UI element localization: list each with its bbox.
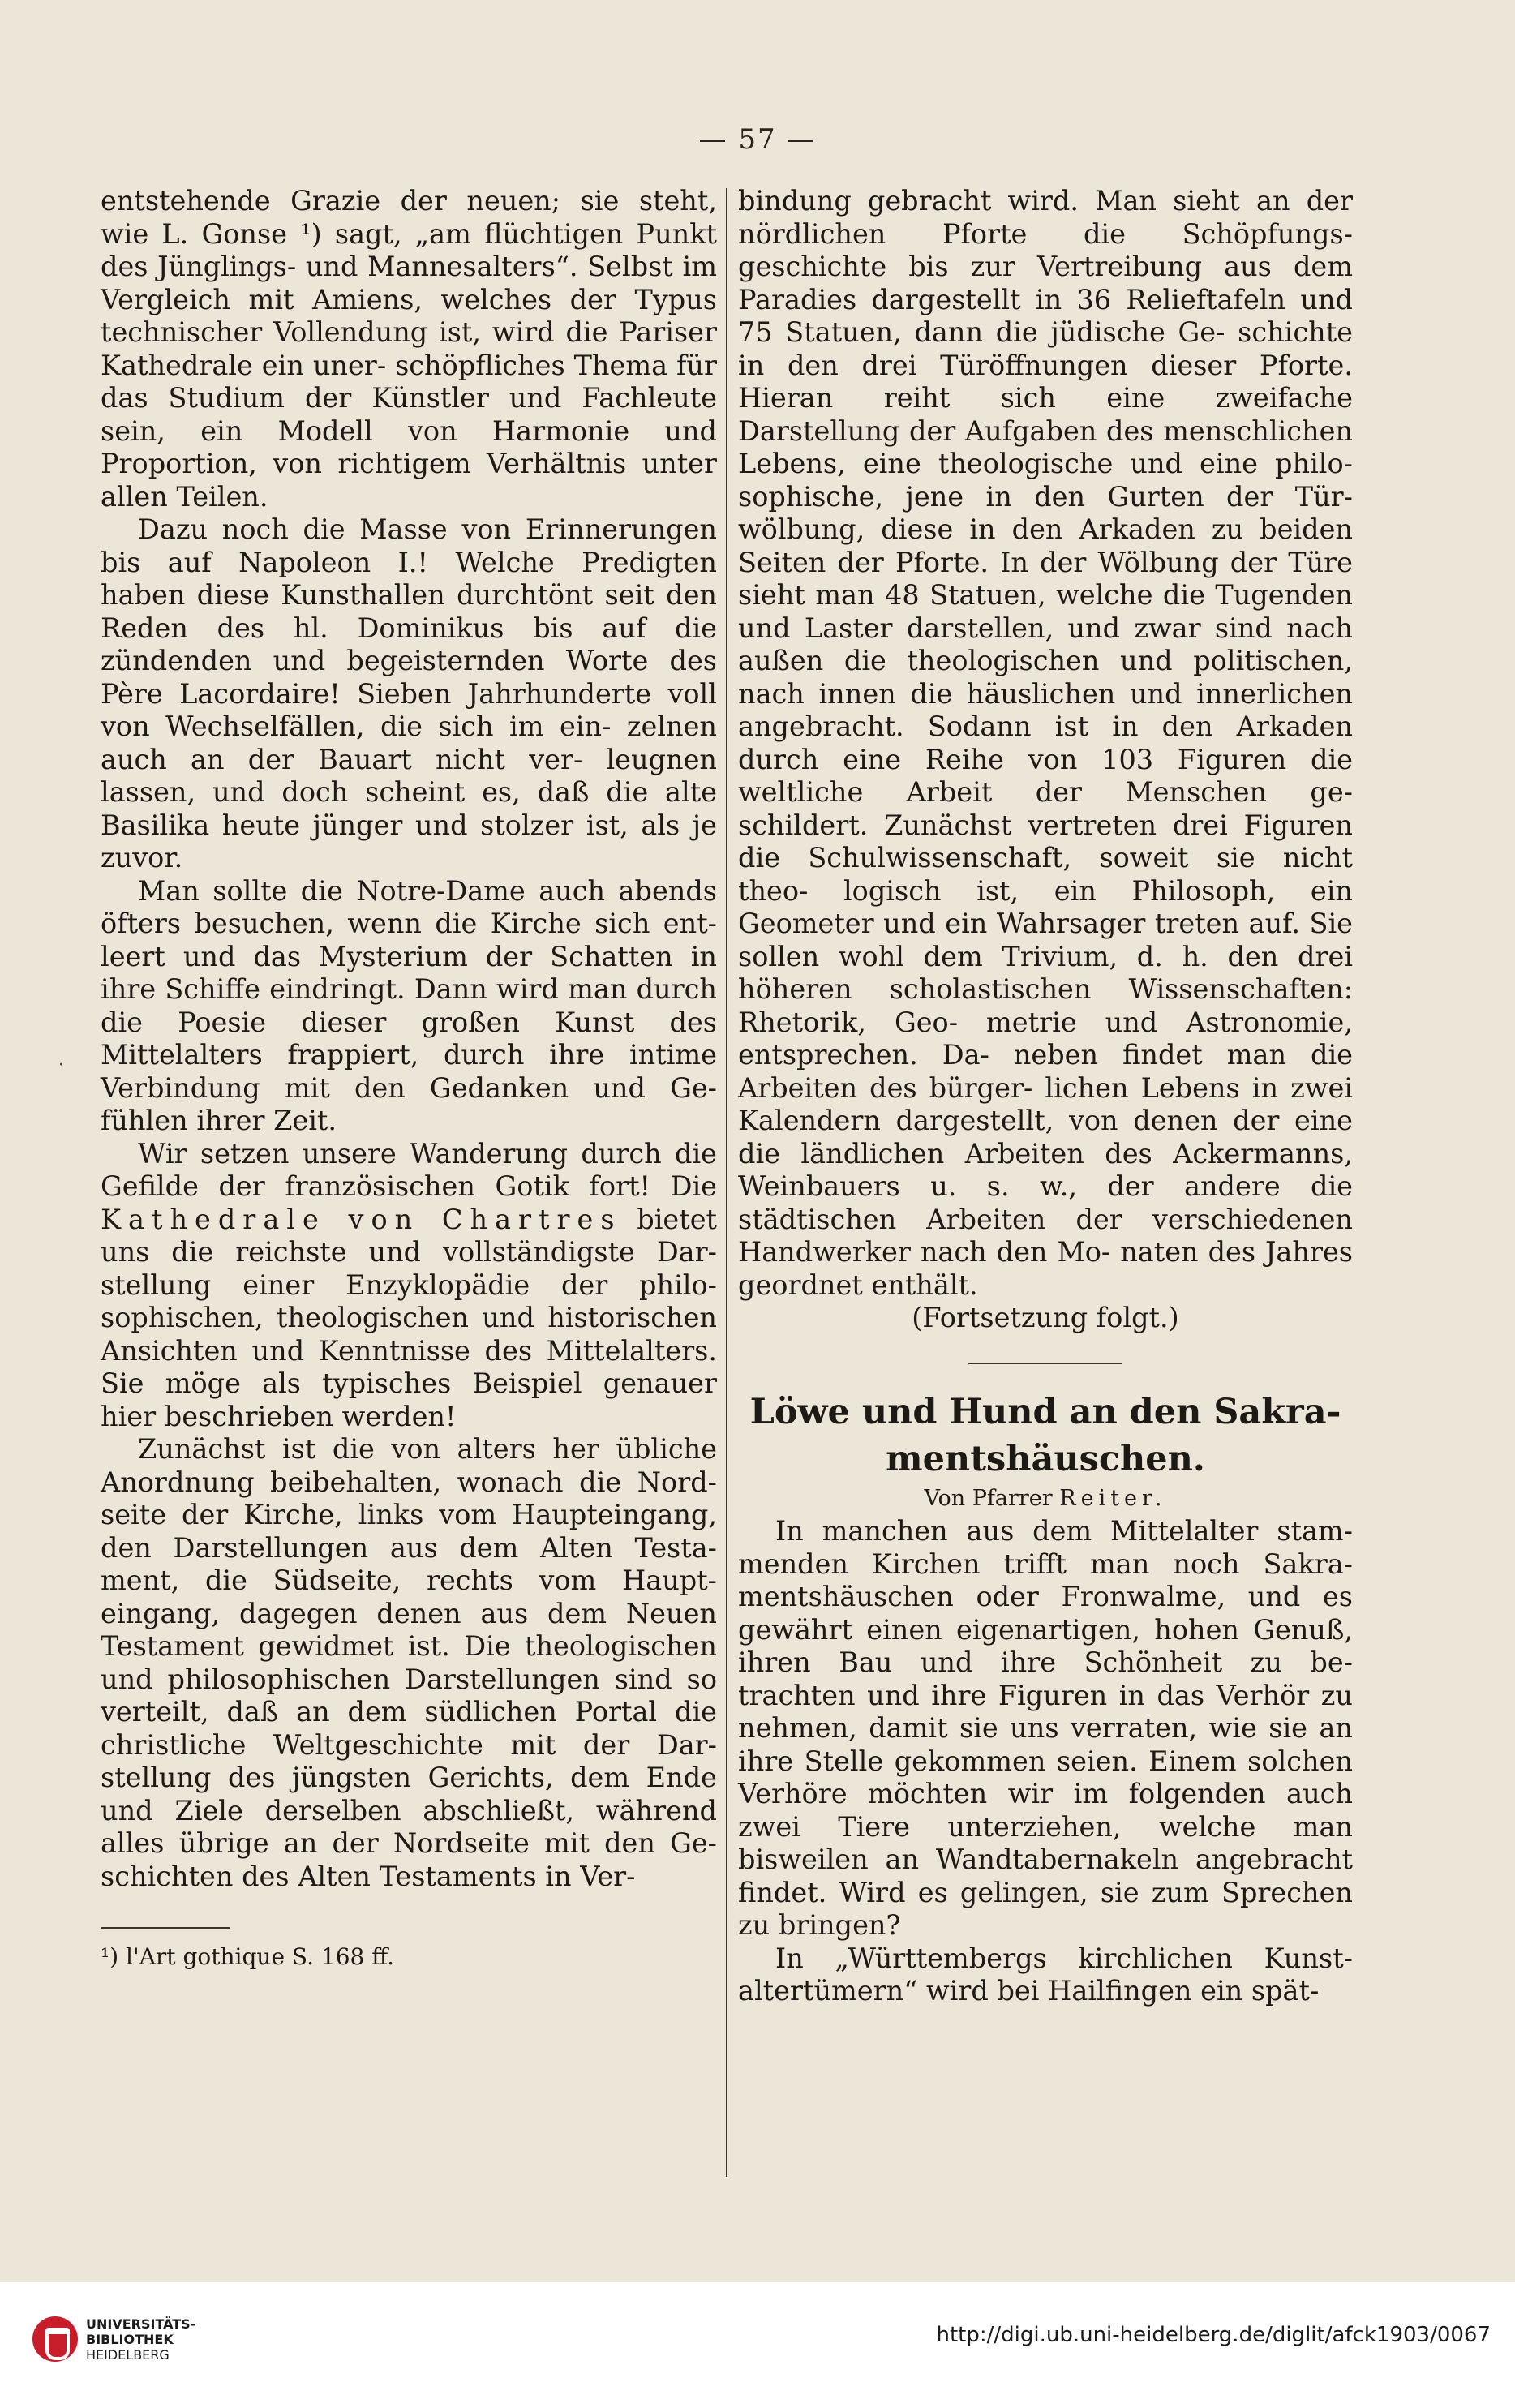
column-divider <box>726 188 727 2177</box>
paragraph: bindung gebracht wird. Man sieht an der nördlichen Pforte die Schöpfungs- geschichte bis zur Vertreibung aus dem Paradies dargestellt in 36 Relieftafeln und 75 Statuen, dann die jüdische Ge- schichte in den drei Türöffnungen dieser Pforte. Hieran reiht sich eine zweifache Darstellung der Aufgaben des menschlichen Lebens, eine theologische und eine philo- sophische, jene in den Gurten der Tür- wölbung, diese in den Arkaden zu beiden Seiten der Pforte. In der Wölbung der Türe sieht man 48 Statuen, welche die Tugenden und Laster darstellen, und zwar sind nach außen die theologischen und politischen, nach innen die häuslichen und innerlichen angebracht. Sodann ist in den Arkaden durch eine Reihe von 103 Figuren die weltliche Arbeit der Menschen ge- schildert. Zunächst vertreten drei Figuren die Schulwissenschaft, soweit sie nicht theo- logisch ist, ein Philosoph, ein Geometer und ein Wahrsager treten auf. Sie sollen wohl dem Trivium, d. h. den drei höheren scholastischen Wissenschaften: Rhetorik, Geo- metrie und Astronomie, entsprechen. Da- neben findet man die Arbeiten des bürger- lichen Lebens in zwei Kalendern dargestellt, von denen der eine die ländlichen Arbeiten des Ackermanns, Weinbauers u. s. w., der andere die städtischen Arbeiten der verschiedenen Handwerker nach den Mo- naten des Jahres geordnet enthält. <box>738 185 1353 1301</box>
footnote: ¹) l'Art gothique S. 168 ff. <box>101 1943 395 1970</box>
paragraph: Dazu noch die Masse von Erinnerungen bis auf Napoleon I.! Welche Predigten haben diese Kunsthallen durchtönt seit den Reden des hl. Dominikus bis auf die zündenden und begeisternden Worte des Père Lacordaire! Sieben Jahrhunderte voll von Wechselfällen, die sich im ein- zelnen auch an der Bauart nicht ver- leugnen lassen, und doch scheint es, daß die alte Basilika heute jünger und stolzer ist, als je zuvor. <box>101 513 717 873</box>
paragraph: Zunächst ist die von alters her übliche Anordnung beibehalten, wonach die Nord- seite der Kirche, links vom Haupteingang, den Darstellungen aus dem Alten Testa- ment, die Südseite, rechts vom Haupt- eingang, dagegen denen aus dem Neuen Testament gewidmet ist. Die theologischen und philosophischen Darstellungen sind so verteilt, daß an dem südlichen Portal die christliche Weltgeschichte mit der Dar- stellung des jüngsten Gerichts, dem Ende und Ziele derselben abschließt, während alles übrige an der Nordseite mit den Ge- schichten des Alten Testaments in Ver- <box>101 1433 717 1892</box>
spaced-emphasis: Kathedrale von Chartres <box>101 1203 622 1235</box>
paragraph <box>101 1138 717 1434</box>
article-heading: Löwe und Hund an den Sakra- mentshäuschen. <box>749 1391 1341 1479</box>
logo-line: UNIVERSITÄTS- <box>86 2316 196 2332</box>
library-logo-icon <box>32 2316 78 2362</box>
paragraph: In manchen aus dem Mittelalter stam- menden Kirchen trifft man noch Sakra- mentshäuschen oder Fronwalme, und es gewährt einen eigenartigen, hohen Genuß, ihren Bau und ihre Schönheit zu be- trachten und ihre Figuren in das Verhör zu nehmen, damit sie uns verraten, wie sie an ihre Stelle gekommen seien. Einem solchen Verhöre möchten wir im folgenden auch zwei Tiere unterziehen, welche man bisweilen an Wandtabernakeln angebracht findet. Wird es gelingen, sie zum Sprechen zu bringen? <box>738 1515 1353 1941</box>
paragraph-text: uns die reichste und vollständigste Dar- stellung einer Enzyklopädie der philo- sophischen, theologischen und historischen Ansichten und Kenntnisse des Mittelalters. Sie möge als typisches Beispiel genauer hier beschrieben werden! <box>101 1236 717 1432</box>
continuation-note: (Fortsetzung folgt.) <box>912 1302 1179 1333</box>
logo-line: HEIDELBERG <box>86 2347 170 2363</box>
source-url[interactable]: http://digi.ub.uni-heidelberg.de/diglit/afck1903/0067 <box>936 2323 1491 2347</box>
logo-line: BIBLIOTHEK <box>86 2332 174 2347</box>
right-column <box>738 185 1353 2008</box>
paragraph-text: Wir setzen unsere Wanderung durch die Gefilde der französischen Gotik fort! Die <box>101 1137 717 1202</box>
footnote-rule <box>101 1927 230 1929</box>
byline-author: Reiter. <box>1059 1485 1167 1511</box>
byline <box>738 1483 1353 1516</box>
footer-bar <box>0 2282 1515 2408</box>
paragraph-text: bietet <box>621 1203 717 1235</box>
margin-mark: · <box>58 1055 64 1075</box>
page-number: — 57 — <box>698 123 817 156</box>
paragraph: In „Württembergs kirchlichen Kunst- altertümern“ wird bei Hailfingen ein spät- <box>738 1942 1353 2007</box>
library-logo-text <box>86 2316 195 2363</box>
section-rule <box>968 1363 1122 1364</box>
paragraph: Man sollte die Notre-Dame auch abends öfters besuchen, wenn die Kirche sich ent- leert und das Mysterium der Schatten in ihre Schiffe eindringt. Dann wird man durch die Poesie dieser großen Kunst des Mittelalters frappiert, durch ihre intime Verbindung mit den Gedanken und Ge- fühlen ihrer Zeit. <box>101 874 717 1136</box>
left-column <box>101 185 717 1971</box>
paragraph: entstehende Grazie der neuen; sie steht, wie L. Gonse ¹) sagt, „am flüchtigen Punkt des Jünglings- und Mannesalters“. Selbst im Vergleich mit Amiens, welches der Typus technischer Vollendung ist, wird die Pariser Kathedrale ein uner- schöpfliches Thema für das Studium der Künstler und Fachleute sein, ein Modell von Harmonie und Proportion, von richtigem Verhältnis unter allen Teilen. <box>101 185 717 513</box>
byline-prefix: Von Pfarrer <box>924 1485 1060 1511</box>
